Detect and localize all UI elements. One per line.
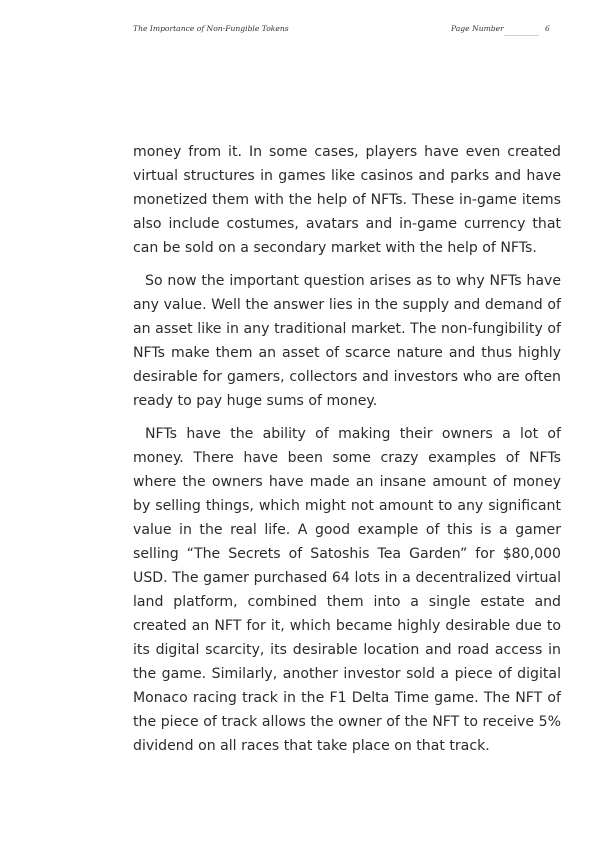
paragraph: NFTs have the ability of making their owners a lot of money. There have been some crazy examples of NFTs where the owners have made an insane amount of money by selling things, which might not amount to any significant value in the real life. A good example of this is a gamer selling “The Secrets of Satoshis Tea Garden” for $80,000 USD. The gamer purchased 64 lots in a decentralized virtual land platform, combined them into a single estate and created an NFT for it, which became highly desirable due to its digital scarcity, its desirable location and road access in the game. Similarly, another investor sold a piece of digital Monaco racing track in the F1 Delta Time game. The NFT of the piece of track allows the owner of the NFT to receive 5% dividend on all races that take place on that track.: [133, 426, 561, 754]
paragraph: money from it. In some cases, players have even created virtual structures in games like casinos and parks and have monetized them with the help of NFTs. These in-game items also include costumes, avatars and in-game currency that can be sold on a secondary market with the help of NFTs.: [133, 144, 561, 256]
running-header-title: The Importance of Non-Fungible Tokens: [133, 24, 289, 33]
body-text: [133, 140, 561, 767]
paragraph: So now the important question arises as to why NFTs have any value. Well the answer lies in the supply and demand of an asset like in any traditional market. The non-fungibility of NFTs make them an asset of scarce nature and thus highly desirable for gamers, collectors and investors who are often ready to pay huge sums of money.: [133, 273, 561, 409]
page-number-label: Page Number: [451, 24, 504, 33]
page-number: 6: [545, 24, 550, 33]
page-number-rule: [504, 35, 539, 36]
